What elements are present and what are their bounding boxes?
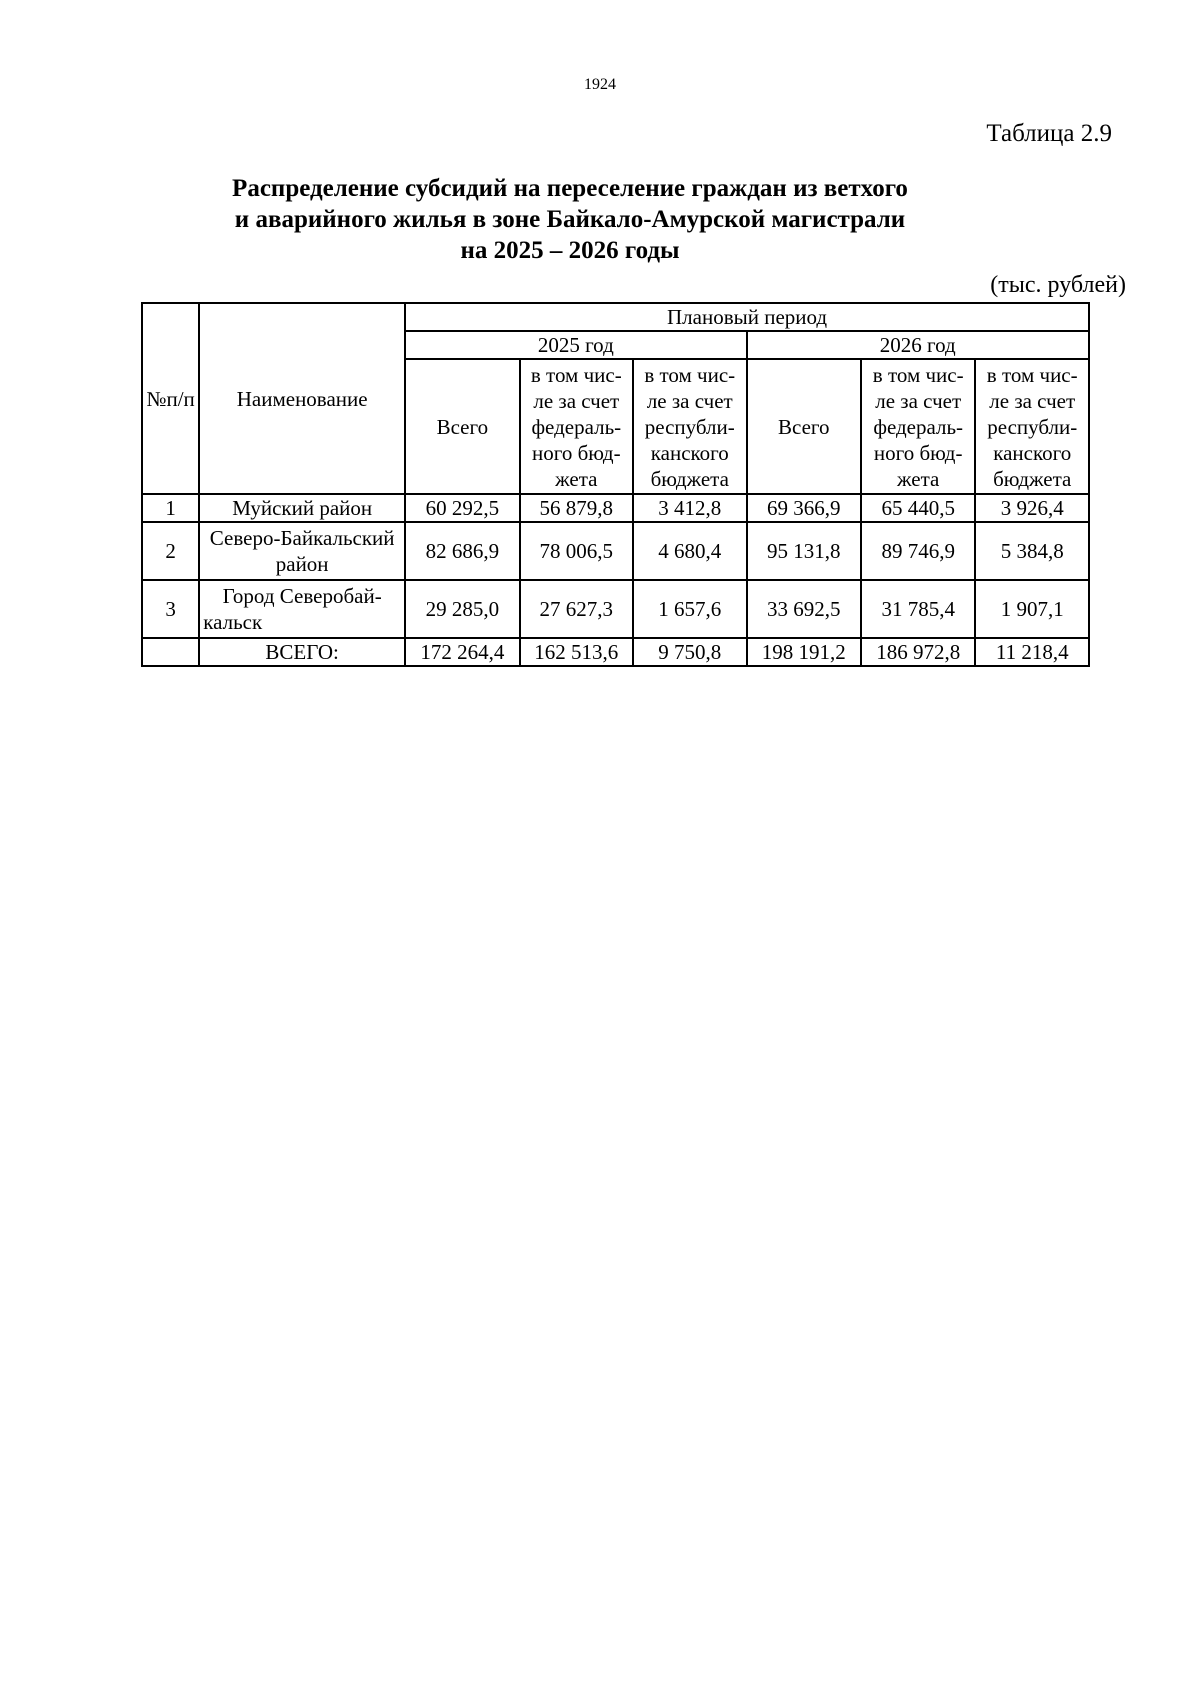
table-caption: Таблица 2.9: [986, 120, 1112, 147]
header-2025-republic: в том чис-ле за счет республи-канского бюджета: [633, 359, 746, 494]
row-value: 29 285,0: [405, 580, 519, 638]
row-value: 3 926,4: [975, 494, 1089, 522]
header-2025-federal: в том чис-ле за счет федераль-ного бюд-жета: [520, 359, 633, 494]
row-num: [142, 638, 199, 666]
row-name: Северо-Байкальский район: [199, 522, 405, 580]
title-line-3: на 2025 – 2026 годы: [460, 237, 680, 264]
row-value: 11 218,4: [975, 638, 1089, 666]
units-label: (тыс. рублей): [990, 272, 1126, 298]
row-num: 2: [142, 522, 199, 580]
row-value: 4 680,4: [633, 522, 746, 580]
row-value: 56 879,8: [520, 494, 633, 522]
row-value: 9 750,8: [633, 638, 746, 666]
row-value: 31 785,4: [861, 580, 975, 638]
row-value: 186 972,8: [861, 638, 975, 666]
row-value: 27 627,3: [520, 580, 633, 638]
page-number: 1924: [584, 76, 616, 93]
row-value: 3 412,8: [633, 494, 746, 522]
document-title: [160, 173, 980, 266]
table-row: [142, 580, 1089, 638]
header-year-2026: 2026 год: [747, 331, 1090, 359]
header-planned-period: Плановый период: [405, 303, 1089, 331]
header-num: №п/п: [142, 303, 199, 494]
row-value: 1 907,1: [975, 580, 1089, 638]
total-row: [142, 638, 1089, 666]
row-name: ВСЕГО:: [199, 638, 405, 666]
row-value: 82 686,9: [405, 522, 519, 580]
row-value: 69 366,9: [747, 494, 861, 522]
row-value: 65 440,5: [861, 494, 975, 522]
header-2026-total: Всего: [747, 359, 861, 494]
header-2026-federal: в том чис-ле за счет федераль-ного бюд-жета: [861, 359, 975, 494]
row-num: 1: [142, 494, 199, 522]
table-row: [142, 494, 1089, 522]
row-value: 162 513,6: [520, 638, 633, 666]
title-line-1: Распределение субсидий на переселение граждан из ветхого: [232, 175, 908, 202]
header-2026-republic: в том чис-ле за счет республи-канского бюджета: [975, 359, 1089, 494]
row-value: 172 264,4: [405, 638, 519, 666]
row-value: 60 292,5: [405, 494, 519, 522]
subsidy-table: [141, 302, 1090, 667]
header-2025-total: Всего: [405, 359, 519, 494]
header-year-2025: 2025 год: [405, 331, 746, 359]
table-row: [142, 522, 1089, 580]
row-value: 89 746,9: [861, 522, 975, 580]
row-value: 33 692,5: [747, 580, 861, 638]
title-line-2: и аварийного жилья в зоне Байкало-Амурской магистрали: [234, 206, 906, 233]
row-value: 95 131,8: [747, 522, 861, 580]
row-value: 5 384,8: [975, 522, 1089, 580]
row-name: Муйский район: [199, 494, 405, 522]
row-value: 198 191,2: [747, 638, 861, 666]
row-value: 78 006,5: [520, 522, 633, 580]
row-num: 3: [142, 580, 199, 638]
row-value: 1 657,6: [633, 580, 746, 638]
row-name: Город Северобай-кальск: [199, 580, 405, 638]
header-name: Наименование: [199, 303, 405, 494]
